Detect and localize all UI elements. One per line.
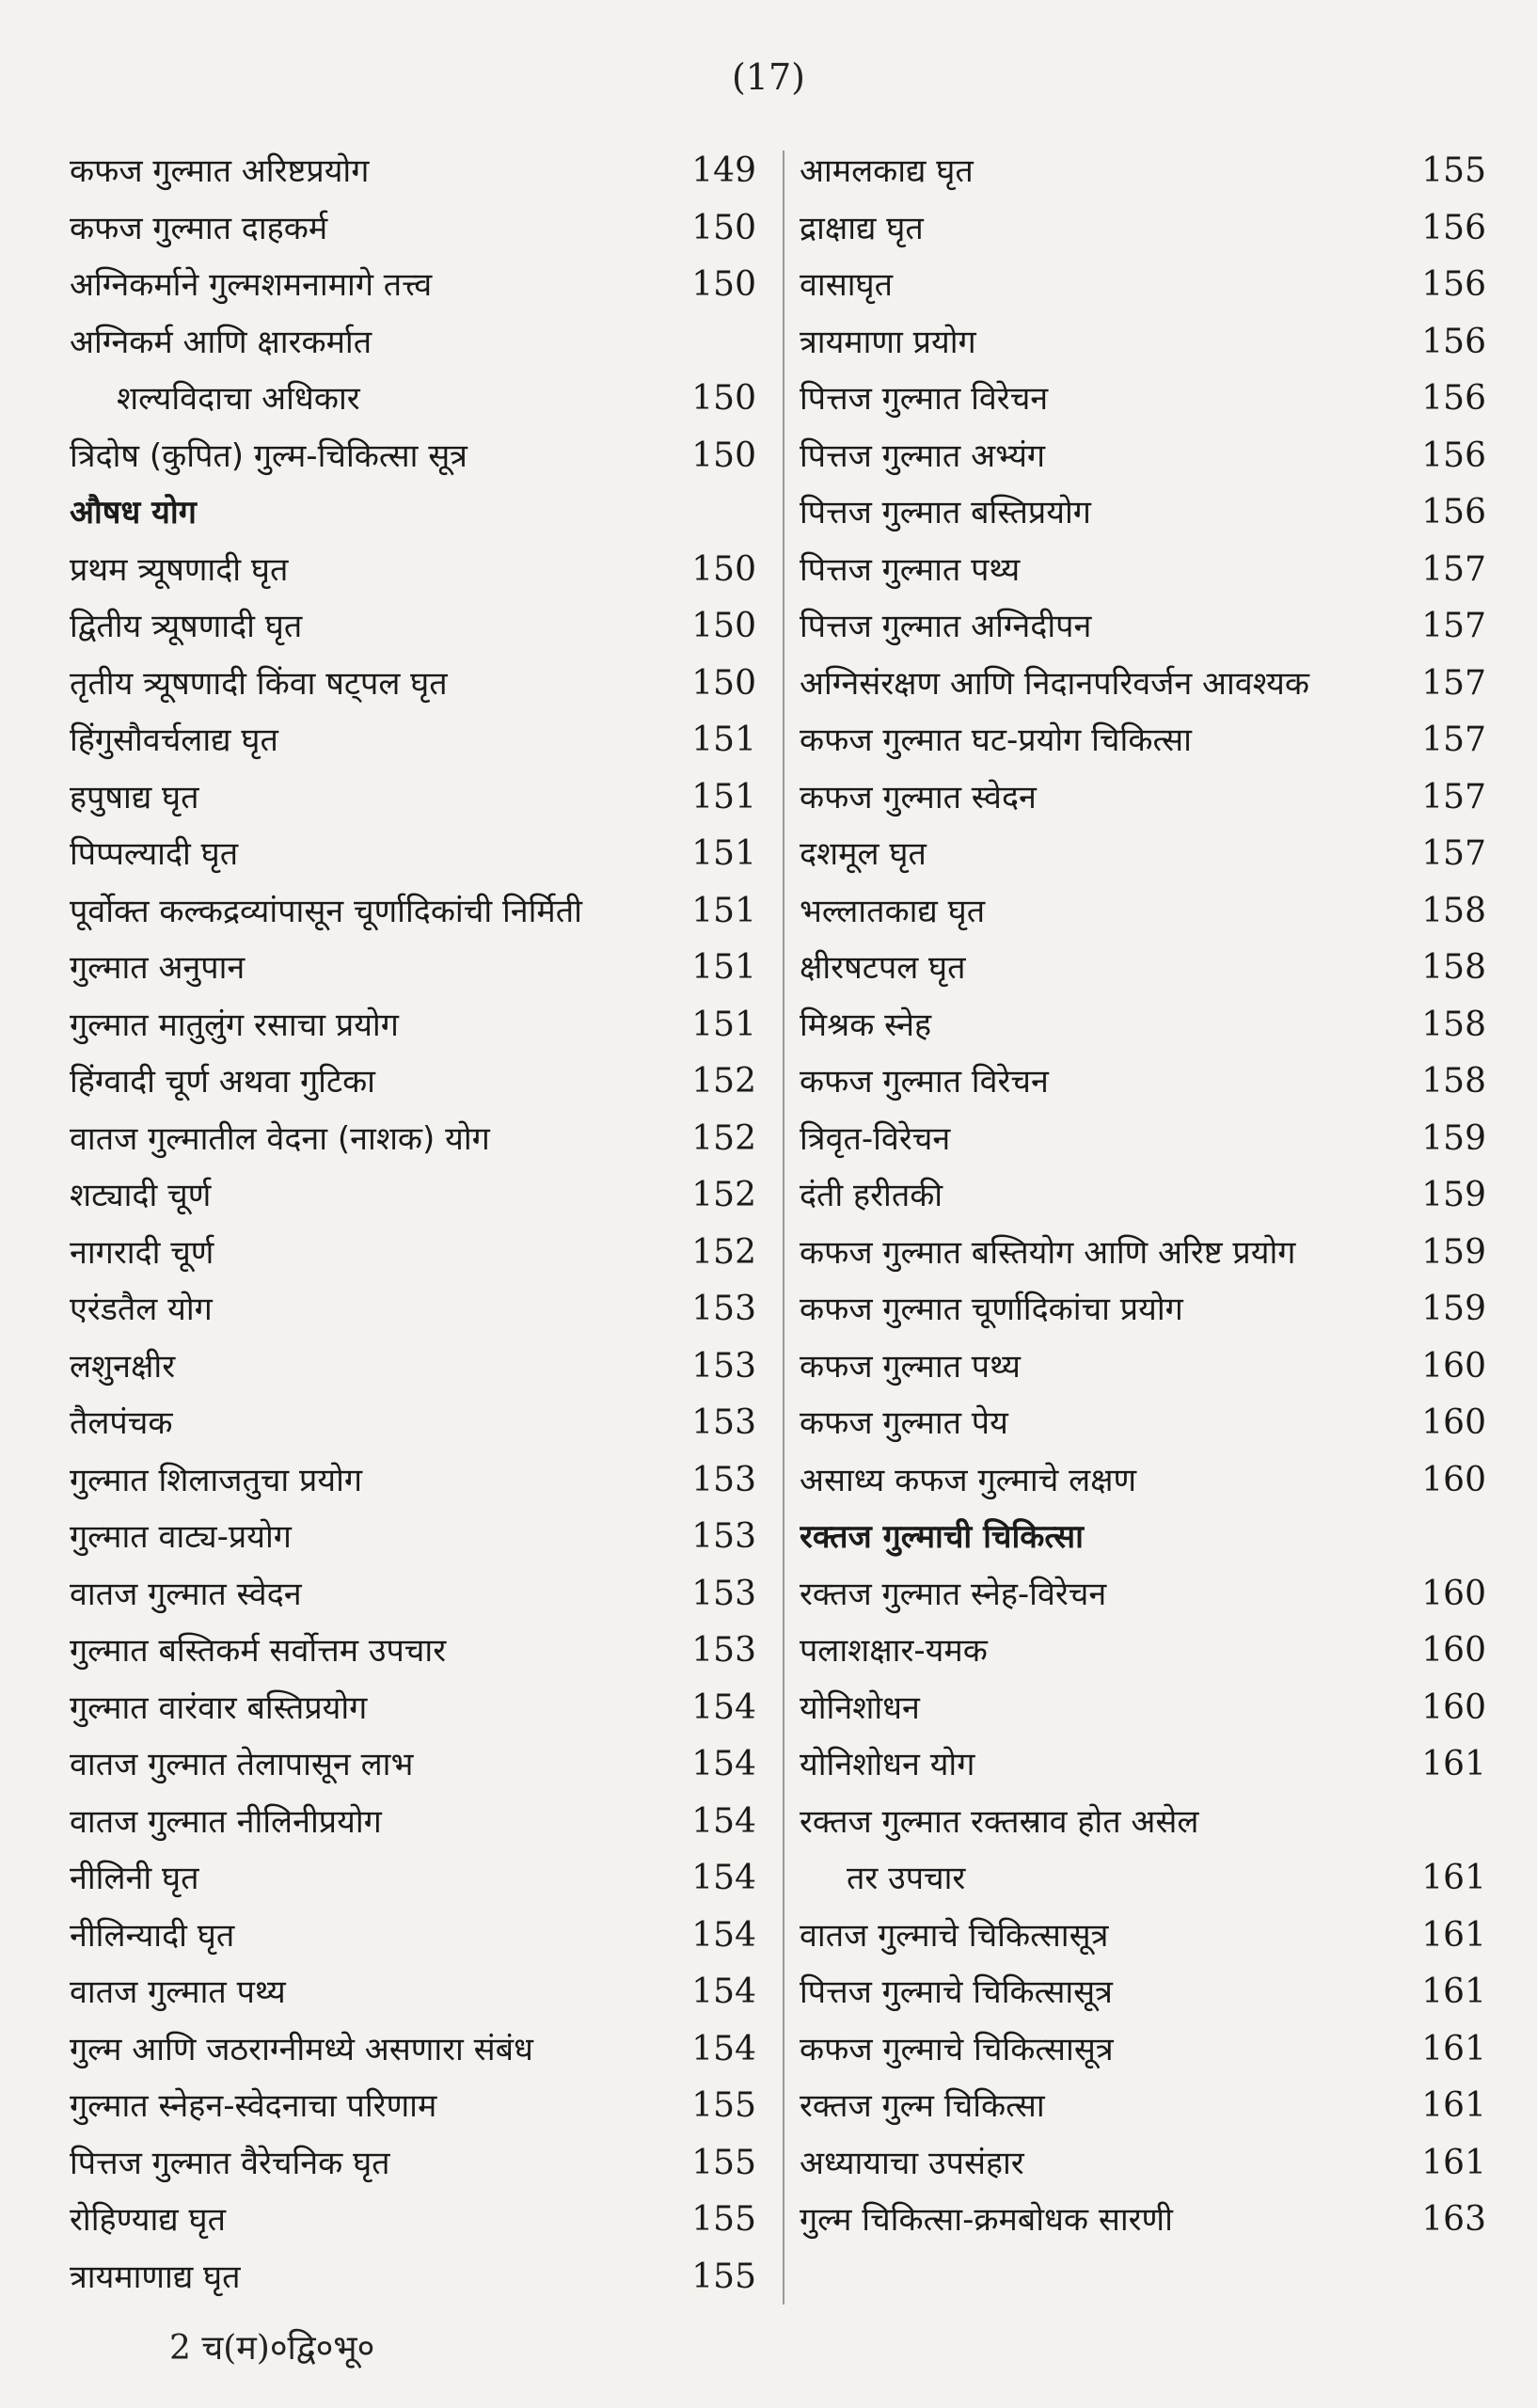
toc-entry	[800, 1736, 1486, 1794]
toc-entry-page: 155	[691, 2200, 756, 2239]
toc-entry-title: पित्तज गुल्मात बस्तिप्रयोग	[800, 494, 1091, 531]
toc-entry-title: हिंग्वादी चूर्ण अथवा गुटिका	[70, 1063, 375, 1101]
toc-entry	[70, 1566, 756, 1624]
toc-entry-page: 160	[1421, 1574, 1486, 1613]
toc-entry	[70, 1167, 756, 1225]
toc-entry	[800, 1566, 1486, 1624]
toc-entry-title: कफज गुल्माचे चिकित्सासूत्र	[800, 2030, 1114, 2068]
toc-entry-title: प्रथम त्र्यूषणादी घृत	[70, 550, 289, 589]
toc-entry-page: 150	[691, 607, 756, 645]
toc-entry-page: 158	[1421, 891, 1486, 930]
toc-entry-page: 150	[691, 265, 756, 304]
toc-entry	[800, 1850, 1486, 1908]
toc-entry-title: कफज गुल्मात बस्तियोग आणि अरिष्ट प्रयोग	[800, 1233, 1296, 1272]
toc-entry-title: गुल्मात स्नेहन-स्वेदनाचा परिणाम	[70, 2087, 437, 2125]
toc-entry	[800, 1794, 1486, 1851]
toc-entry	[70, 1054, 756, 1111]
toc-entry	[800, 1225, 1486, 1282]
toc-entry-page: 161	[1421, 1972, 1486, 2011]
toc-entry	[800, 200, 1486, 258]
toc-entry-page: 161	[1421, 1745, 1486, 1783]
toc-entry-page: 153	[691, 1460, 756, 1499]
toc-entry	[70, 1908, 756, 1965]
toc-entry-title: योनिशोधन	[800, 1688, 920, 1727]
toc-entry-title: कफज गुल्मात पेय	[800, 1404, 1008, 1442]
toc-entry-page: 153	[691, 1403, 756, 1442]
toc-entry-title: दशमूल घृत	[800, 835, 927, 873]
toc-entry-title: गुल्मात शिलाजतुचा प्रयोग	[70, 1461, 363, 1499]
toc-entry-page: 155	[691, 2257, 756, 2296]
toc-entry	[70, 200, 756, 258]
toc-entry-page: 151	[691, 948, 756, 987]
toc-entry-page: 159	[1421, 1232, 1486, 1272]
toc-entry-page: 157	[1421, 663, 1486, 703]
toc-entry-title: रक्तज गुल्मात स्नेह-विरेचन	[800, 1575, 1107, 1613]
toc-entry-title: तैलपंचक	[70, 1404, 173, 1442]
toc-entry-title: कफज गुल्मात दाहकर्म	[70, 209, 328, 247]
toc-entry-page: 157	[1421, 607, 1486, 645]
toc-entry-page: 163	[1421, 2200, 1486, 2239]
toc-entry	[800, 484, 1486, 542]
toc-entry-page: 157	[1421, 834, 1486, 873]
toc-entry-title: असाध्य कफज गुल्माचे लक्षण	[800, 1461, 1137, 1499]
toc-entry-title: हपुषाद्य घृत	[70, 778, 199, 816]
toc-entry	[800, 1623, 1486, 1680]
toc-entry	[800, 314, 1486, 372]
toc-entry	[70, 1111, 756, 1168]
toc-entry-title: कफज गुल्मात विरेचन	[800, 1063, 1049, 1101]
toc-entry-title: वासाघृत	[800, 266, 893, 304]
toc-entry	[70, 712, 756, 769]
toc-entry-title: पित्तज गुल्मात अभ्यंग	[800, 436, 1046, 475]
toc-entry-title: पित्तज गुल्मात अग्निदीपन	[800, 608, 1092, 645]
toc-entry	[70, 598, 756, 656]
toc-entry-page: 155	[1421, 151, 1486, 190]
toc-entry	[70, 1680, 756, 1737]
toc-entry-page: 156	[1421, 493, 1486, 531]
toc-entry-page: 161	[1421, 2086, 1486, 2125]
toc-entry-title: गुल्मात अनुपान	[70, 949, 246, 987]
toc-entry-page: 155	[691, 2143, 756, 2182]
toc-entry-title: क्षीरषटपल घृत	[800, 949, 966, 987]
toc-entry-title: त्रायमाणाद्य घृत	[70, 2258, 241, 2296]
toc-entry	[70, 1395, 756, 1452]
toc-entry-title: कफज गुल्मात चूर्णादिकांचा प्रयोग	[800, 1291, 1183, 1328]
toc-entry-page: 159	[1421, 1290, 1486, 1328]
toc-entry	[800, 2135, 1486, 2193]
toc-entry-title: त्रायमाणा प्रयोग	[800, 323, 976, 361]
toc-entry	[800, 598, 1486, 656]
toc-entry	[70, 257, 756, 314]
toc-entry	[800, 1964, 1486, 2021]
toc-entry	[800, 1908, 1486, 1965]
toc-entry-title: दंती हरीतकी	[800, 1177, 943, 1214]
toc-entry	[70, 940, 756, 997]
toc-entry-title: त्रिदोष (कुपित) गुल्म-चिकित्सा सूत्र	[70, 436, 467, 475]
toc-entry-title: वातज गुल्मात पथ्य	[70, 1973, 286, 2011]
toc-entry-page: 152	[691, 1176, 756, 1214]
toc-entry	[800, 826, 1486, 883]
toc-entry-title: तर उपचार	[847, 1860, 966, 1897]
toc-entry	[70, 1452, 756, 1510]
toc-entry-title: रोहिण्याद्य घृत	[70, 2201, 226, 2239]
toc-entry-page: 151	[691, 721, 756, 759]
toc-entry-title: पित्तज गुल्मात पथ्य	[800, 550, 1021, 589]
toc-entry	[70, 371, 756, 428]
toc-entry-title: पिप्पल्यादी घृत	[70, 835, 239, 873]
toc-entry-page: 153	[691, 1517, 756, 1556]
toc-entry-page: 154	[691, 1687, 756, 1727]
toc-entry-page: 158	[1421, 1005, 1486, 1044]
toc-entry-page: 153	[691, 1290, 756, 1328]
toc-entry-title: रक्तज गुल्म चिकित्सा	[800, 2087, 1045, 2125]
toc-entry	[800, 1054, 1486, 1111]
toc-entry-title: रक्तज गुल्मात रक्तस्राव होत असेल	[800, 1802, 1199, 1841]
toc-entry-page: 161	[1421, 2143, 1486, 2182]
toc-entry-page: 161	[1421, 2029, 1486, 2068]
toc-entry	[70, 997, 756, 1054]
toc-entry	[70, 1736, 756, 1794]
toc-entry-title: गुल्म चिकित्सा-क्रमबोधक सारणी	[800, 2201, 1173, 2239]
toc-entry	[70, 1964, 756, 2021]
toc-entry	[800, 143, 1486, 200]
toc-entry-page: 156	[1421, 436, 1486, 475]
toc-entry-title: वातज गुल्मात तेलापासून लाभ	[70, 1746, 414, 1783]
toc-entry-page: 152	[691, 1118, 756, 1158]
toc-entry-page: 150	[691, 208, 756, 247]
toc-entry	[800, 371, 1486, 428]
toc-entry	[800, 1111, 1486, 1168]
toc-entry-title: हिंगुसौवर्चलाद्य घृत	[70, 721, 278, 759]
toc-entry-title: पलाशक्षार-यमक	[800, 1632, 988, 1670]
toc-entry-title: मिश्रक स्नेह	[800, 1006, 932, 1044]
toc-entry-title: त्रिवृत-विरेचन	[800, 1119, 951, 1158]
toc-entry	[70, 2192, 756, 2249]
toc-entry	[70, 2135, 756, 2193]
toc-entry-title: अग्निकर्म आणि क्षारकर्मात	[70, 323, 372, 361]
toc-entry-page: 153	[691, 1574, 756, 1613]
toc-entry-page: 157	[1421, 549, 1486, 589]
toc-entry-page: 154	[691, 2029, 756, 2068]
toc-entry-title: कफज गुल्मात स्वेदन	[800, 778, 1037, 816]
toc-entry-page: 161	[1421, 1859, 1486, 1897]
toc-entry	[800, 1452, 1486, 1510]
toc-entry	[800, 428, 1486, 485]
toc-entry	[800, 2021, 1486, 2079]
page-number: (17)	[731, 56, 805, 98]
toc-entry	[800, 997, 1486, 1054]
toc-entry-title: औषध योग	[70, 494, 197, 531]
toc-entry-page: 154	[691, 1745, 756, 1783]
toc-entry-title: पित्तज गुल्मात वैरेचनिक घृत	[70, 2144, 390, 2182]
toc-entry	[70, 1850, 756, 1908]
toc-entry-title: द्वितीय त्र्यूषणादी घृत	[70, 608, 303, 645]
toc-entry-page: 151	[691, 891, 756, 930]
toc-entry-page: 159	[1421, 1118, 1486, 1158]
toc-entry-title: शट्यादी चूर्ण	[70, 1177, 212, 1214]
toc-entry	[800, 769, 1486, 827]
toc-entry	[70, 1509, 756, 1566]
toc-entry-title: योनिशोधन योग	[800, 1746, 975, 1783]
toc-entry-page: 151	[691, 834, 756, 873]
toc-entry	[800, 1680, 1486, 1737]
toc-entry-title: वातज गुल्मात स्वेदन	[70, 1575, 302, 1613]
toc-entry	[800, 257, 1486, 314]
toc-entry-title: वातज गुल्माचे चिकित्सासूत्र	[800, 1916, 1109, 1955]
toc-entry	[800, 1167, 1486, 1225]
toc-section-heading	[70, 484, 756, 542]
toc-entry-page: 151	[691, 1005, 756, 1044]
toc-entry-title: अग्निकर्माने गुल्मशमनामागे तत्त्व	[70, 266, 433, 304]
toc-entry-title: गुल्मात मातुलुंग रसाचा प्रयोग	[70, 1006, 399, 1044]
toc-entry-page: 150	[691, 549, 756, 589]
toc-entry-title: शल्यविदाचा अधिकार	[117, 380, 360, 418]
toc-entry	[70, 656, 756, 713]
toc-entry-page: 158	[1421, 948, 1486, 987]
toc-entry	[70, 2249, 756, 2306]
toc-entry-page: 156	[1421, 208, 1486, 247]
toc-entry-page: 149	[691, 151, 756, 190]
toc-entry	[70, 542, 756, 599]
toc-entry-title: द्राक्षाद्य घृत	[800, 209, 924, 247]
toc-entry-title: कफज गुल्मात पथ्य	[800, 1347, 1021, 1386]
toc-entry	[70, 826, 756, 883]
toc-entry	[800, 1339, 1486, 1396]
toc-section-heading	[800, 1509, 1486, 1566]
toc-right-column	[800, 143, 1486, 2249]
toc-entry	[800, 1395, 1486, 1452]
toc-entry	[800, 2078, 1486, 2135]
toc-entry-title: नीलिनी घृत	[70, 1860, 199, 1897]
toc-entry-page: 150	[691, 436, 756, 475]
toc-entry-title: वातज गुल्मात नीलिनीप्रयोग	[70, 1802, 382, 1841]
toc-entry	[800, 712, 1486, 769]
toc-entry	[70, 428, 756, 485]
toc-entry-title: पित्तज गुल्माचे चिकित्सासूत्र	[800, 1973, 1113, 2011]
toc-entry-page: 153	[691, 1631, 756, 1670]
toc-entry	[70, 2021, 756, 2079]
toc-entry	[70, 769, 756, 827]
toc-entry-page: 152	[691, 1232, 756, 1272]
toc-entry-page: 160	[1421, 1687, 1486, 1727]
toc-left-column	[70, 143, 756, 2305]
toc-entry-page: 154	[691, 1859, 756, 1897]
toc-entry	[70, 1281, 756, 1339]
toc-entry-title: पूर्वोक्त कल्कद्रव्यांपासून चूर्णादिकांची निर्मिती	[70, 892, 582, 930]
toc-entry	[70, 143, 756, 200]
toc-entry-page: 150	[691, 379, 756, 418]
toc-entry-title: वातज गुल्मातील वेदना (नाशक) योग	[70, 1119, 490, 1158]
column-divider	[783, 150, 784, 2305]
toc-entry-page: 153	[691, 1346, 756, 1386]
toc-entry-page: 160	[1421, 1460, 1486, 1499]
toc-entry	[70, 1225, 756, 1282]
toc-entry-title: कफज गुल्मात घट-प्रयोग चिकित्सा	[800, 721, 1192, 759]
toc-entry-title: नीलिन्यादी घृत	[70, 1916, 235, 1955]
toc-entry	[70, 2078, 756, 2135]
toc-entry-page: 156	[1421, 322, 1486, 361]
toc-entry-title: लशुनक्षीर	[70, 1347, 176, 1386]
toc-entry-title: नागरादी चूर्ण	[70, 1233, 214, 1272]
toc-entry-title: गुल्मात वारंवार बस्तिप्रयोग	[70, 1688, 368, 1727]
toc-entry-page: 154	[691, 1915, 756, 1955]
toc-entry-title: भल्लातकाद्य घृत	[800, 892, 986, 930]
toc-entry-page: 155	[691, 2086, 756, 2125]
toc-entry-page: 154	[691, 1801, 756, 1841]
toc-entry-page: 156	[1421, 265, 1486, 304]
toc-entry-page: 152	[691, 1062, 756, 1101]
toc-entry	[70, 1623, 756, 1680]
toc-entry-title: अध्यायाचा उपसंहार	[800, 2144, 1024, 2182]
toc-entry-page: 157	[1421, 721, 1486, 759]
toc-entry-page: 158	[1421, 1062, 1486, 1101]
toc-entry-title: गुल्मात बस्तिकर्म सर्वोत्तम उपचार	[70, 1632, 447, 1670]
toc-entry-page: 151	[691, 777, 756, 816]
toc-entry-page: 159	[1421, 1176, 1486, 1214]
toc-entry-title: अग्निसंरक्षण आणि निदानपरिवर्जन आवश्यक	[800, 664, 1309, 703]
toc-entry	[800, 542, 1486, 599]
toc-entry	[70, 883, 756, 941]
toc-entry-title: पित्तज गुल्मात विरेचन	[800, 380, 1049, 418]
toc-entry-title: गुल्म आणि जठराग्नीमध्ये असणारा संबंध	[70, 2030, 533, 2068]
toc-entry-page: 150	[691, 663, 756, 703]
toc-entry-page: 160	[1421, 1403, 1486, 1442]
toc-entry-page: 160	[1421, 1346, 1486, 1386]
toc-entry-page: 157	[1421, 777, 1486, 816]
toc-entry-page: 160	[1421, 1631, 1486, 1670]
toc-entry-title: तृतीय त्र्यूषणादी किंवा षट्पल घृत	[70, 664, 448, 703]
toc-entry-title: एरंडतैल योग	[70, 1291, 213, 1328]
toc-entry-page: 156	[1421, 379, 1486, 418]
toc-entry	[70, 314, 756, 372]
toc-entry	[70, 1339, 756, 1396]
toc-entry-page: 154	[691, 1972, 756, 2011]
toc-entry-title: रक्तज गुल्माची चिकित्सा	[800, 1518, 1084, 1556]
toc-entry	[800, 940, 1486, 997]
toc-entry	[800, 2192, 1486, 2249]
toc-entry-title: गुल्मात वाट्य-प्रयोग	[70, 1518, 292, 1556]
toc-entry	[800, 1281, 1486, 1339]
toc-entry	[70, 1794, 756, 1851]
toc-entry-title: कफज गुल्मात अरिष्टप्रयोग	[70, 152, 370, 190]
toc-entry-page: 161	[1421, 1915, 1486, 1955]
toc-entry	[800, 656, 1486, 713]
footer-signature: 2 च(म)०द्वि०भू०	[169, 2329, 375, 2368]
toc-entry	[800, 883, 1486, 941]
toc-entry-title: आमलकाद्य घृत	[800, 152, 974, 190]
